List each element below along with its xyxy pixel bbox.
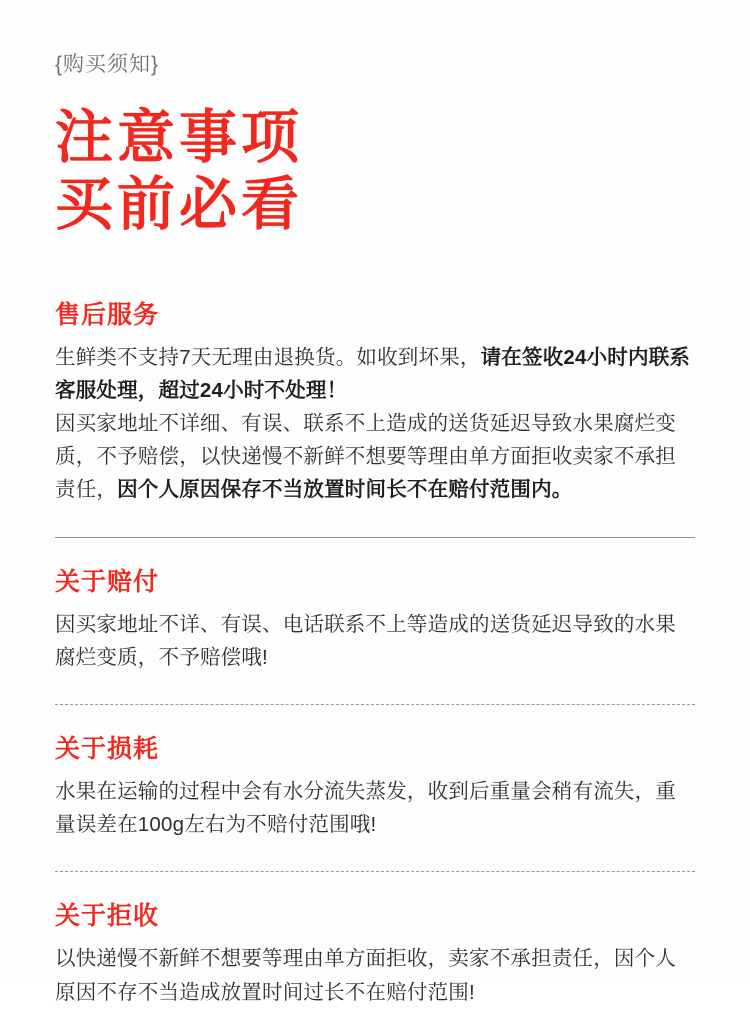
- emphasis-text: 请在签收24小时内联系客服处理，超过24小时不处理！: [55, 345, 691, 402]
- section-paragraph: [55, 775, 695, 841]
- page-kicker: {购买须知}: [55, 53, 160, 76]
- notice-section: [55, 729, 695, 849]
- section-divider: [55, 537, 695, 538]
- emphasis-text: 因个人原因保存不当放置时间长不在赔付范围内。: [117, 478, 573, 502]
- page-title: [55, 104, 695, 239]
- section-title: 售后服务: [55, 300, 160, 329]
- page-title-line-1: 注意事项: [55, 105, 304, 170]
- section-paragraph: [55, 942, 695, 1008]
- body-text: 生鲜类不支持7天无理由退换货。如收到坏果，: [55, 345, 481, 369]
- section-title: 关于拒收: [55, 902, 160, 931]
- page-title-line-2: 买前必看: [55, 172, 304, 238]
- section-divider: [55, 871, 695, 872]
- notice-sections: [55, 295, 695, 1017]
- section-paragraph: [55, 608, 695, 674]
- body-text: 水果在运输的过程中会有水分流失蒸发，收到后重量会稍有流失，重量误差在100g左右为不赔付范围哦!: [55, 779, 676, 837]
- section-title: 关于损耗: [55, 734, 160, 763]
- section-paragraph: [55, 341, 695, 407]
- section-paragraph: [55, 407, 695, 507]
- section-title: 关于赔付: [55, 567, 160, 596]
- body-text: 以快递慢不新鲜不想要等理由单方面拒收，卖家不承担责任，因个人原因不存不当造成放置时间过长不在赔付范围!: [55, 947, 676, 1004]
- notice-section: [55, 295, 695, 515]
- body-text: 因买家地址不详、有误、电话联系不上等造成的送货延迟导致的水果腐烂变质，不予赔偿哦!: [55, 612, 676, 669]
- notice-section: [55, 562, 695, 682]
- section-divider: [55, 704, 695, 705]
- body-text: 因买家地址不详细、有误、联系不上造成的送货延迟导致水果腐烂变质，不予赔偿，以快递慢不新鲜不想要等理由单方面拒收卖家不承担责任，: [55, 411, 676, 502]
- notice-section: [55, 896, 695, 1016]
